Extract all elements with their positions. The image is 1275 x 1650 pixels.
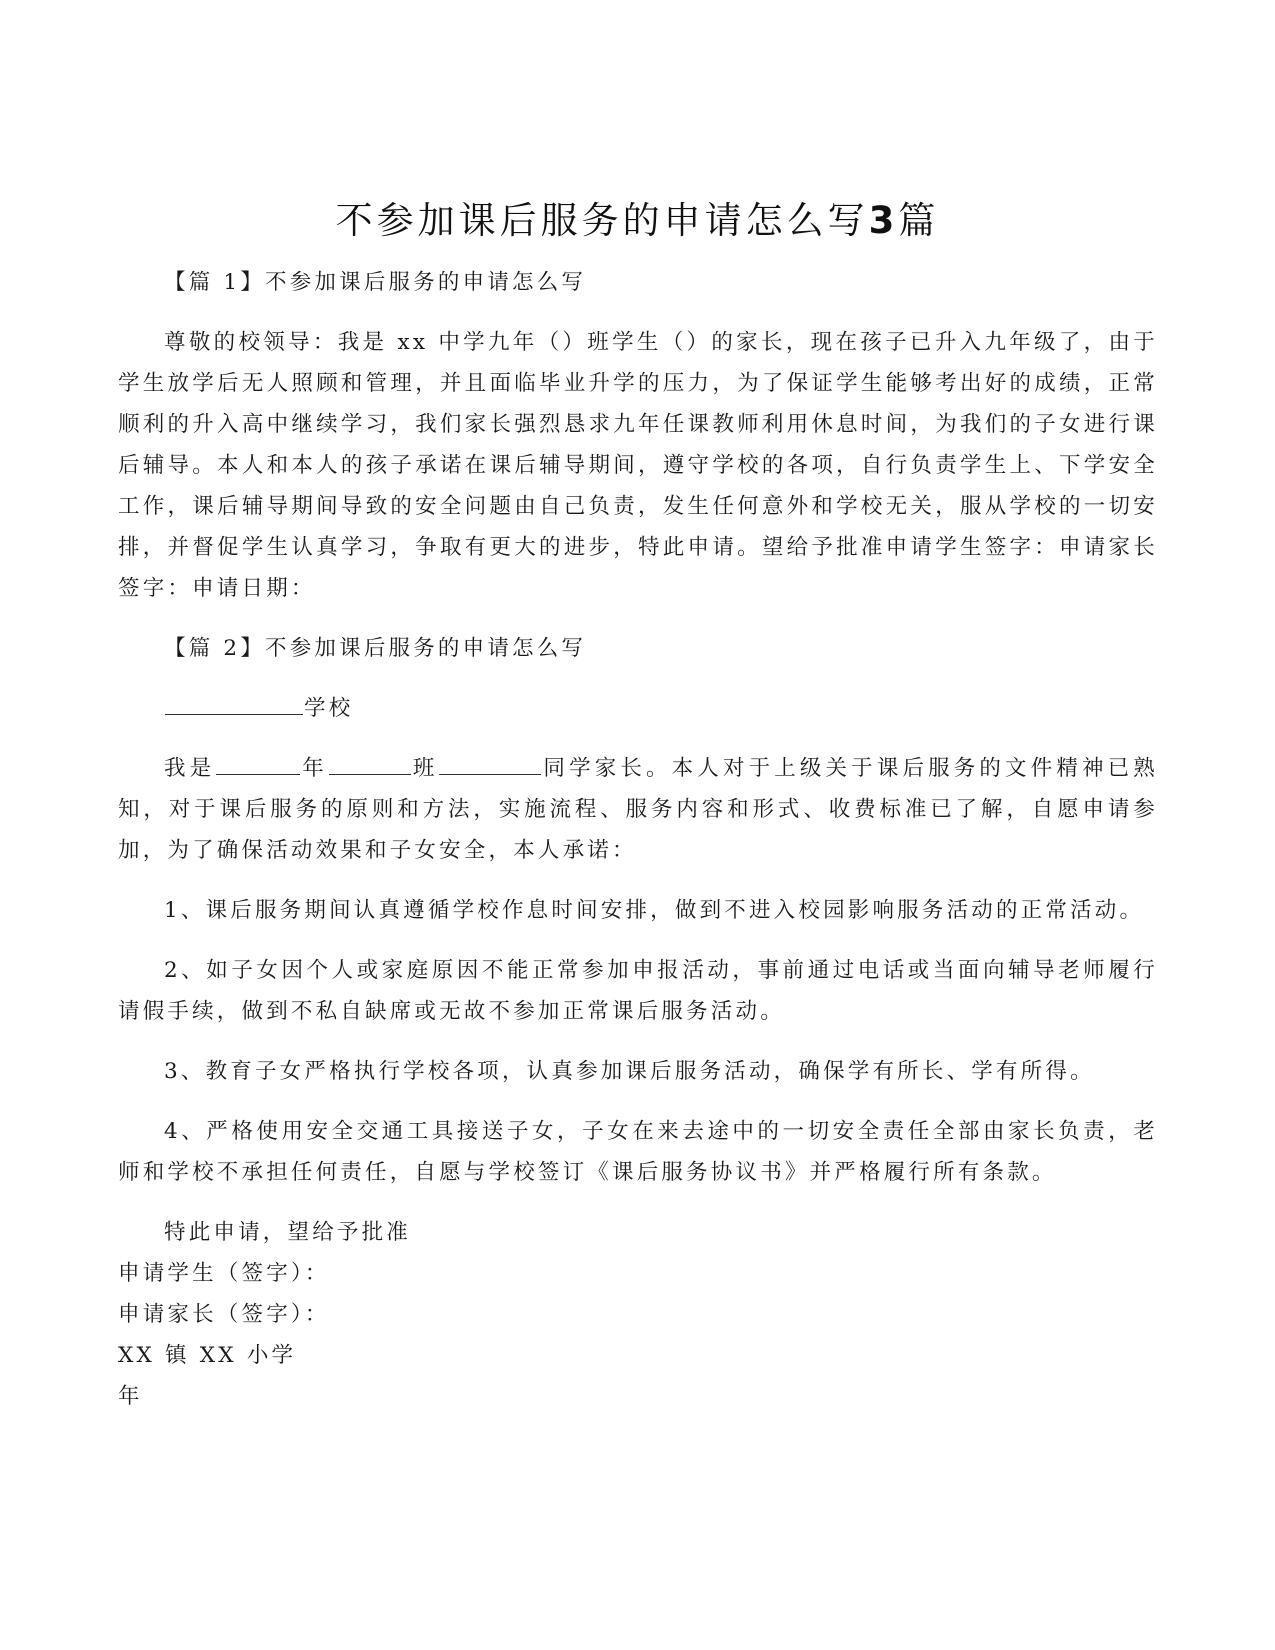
document-body	[118, 262, 1158, 1417]
intro-part-1: 我是	[164, 756, 216, 781]
commitment-item-3: 3、教育子女严格执行学校各项，认真参加课后服务活动，确保学有所长、学有所得。	[164, 1059, 1095, 1084]
year-blank	[216, 748, 300, 775]
intro-part-2: 年	[301, 756, 328, 781]
closing-line: 特此申请，望给予批准	[164, 1220, 412, 1245]
school-line	[118, 688, 1158, 729]
school-suffix: 学校	[304, 696, 354, 721]
section2-heading: 【篇 2】不参加课后服务的申请怎么写	[164, 636, 587, 661]
title-text: 不参加课后服务的申请怎么写	[335, 199, 869, 242]
section1-heading: 【篇 1】不参加课后服务的申请怎么写	[164, 270, 587, 295]
title-suffix: 篇	[898, 199, 940, 242]
commitment-item-4: 4、严格使用安全交通工具接送子女，子女在来去途中的一切安全责任全部由家长负责，老师和学校不承担任何责任，自愿与学校签订《课后服务协议书》并严格履行所有条款。	[118, 1119, 1158, 1185]
date-line: 年	[118, 1384, 143, 1409]
student-signature-line: 申请学生（签字）：	[118, 1261, 330, 1286]
intro-part-3: 班	[411, 756, 439, 781]
commitment-item-1: 1、课后服务期间认真遵循学校作息时间安排，做到不进入校园影响服务活动的正常活动。	[164, 898, 1145, 923]
school-blank	[165, 688, 303, 715]
intro-part-4: 同学家长。本人对于上级关于课后服务的文件精神已熟知，对于课后服务的原则和方法，实施流程、服务内容和形式、收费标准已了解，自愿申请参加，为了确保活动效果和子女安全，本人承诺：	[118, 756, 1158, 863]
intro-paragraph	[118, 748, 1158, 871]
parent-signature-line: 申请家长（签字）：	[118, 1302, 330, 1327]
document-title	[0, 190, 1275, 244]
student-name-blank	[439, 748, 541, 775]
section1-body: 尊敬的校领导：我是 xx 中学九年（）班学生（）的家长，现在孩子已升入九年级了，由于学生放学后无人照顾和管理，并且面临毕业升学的压力，为了保证学生能够考出好的成绩，正常顺利的升入高中继续学习，我们家长强烈恳求九年任课教师利用休息时间，为我们的子女进行课后辅导。本人和本人的孩子承诺在课后辅导期间，遵守学校的各项，自行负责学生上、下学安全工作，课后辅导期间导致的安全问题由自己负责，发生任何意外和学校无关，服从学校的一切安排，并督促学生认真学习，争取有更大的进步，特此申请。望给予批准申请学生签字：申请家长签字：申请日期：	[118, 330, 1158, 601]
commitment-item-2: 2、如子女因个人或家庭原因不能正常参加申报活动，事前通过电话或当面向辅导老师履行请假手续，做到不私自缺席或无故不参加正常课后服务活动。	[118, 958, 1158, 1024]
title-number: 3	[868, 199, 899, 242]
school-name-line: XX 镇 XX 小学	[118, 1343, 297, 1368]
class-blank	[329, 748, 411, 775]
